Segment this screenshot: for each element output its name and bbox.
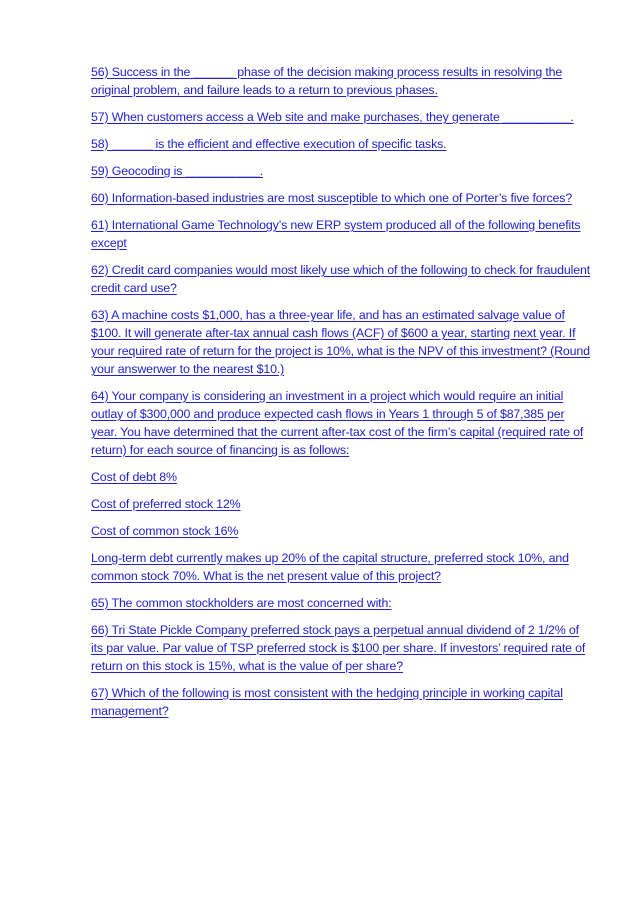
cost-of-common-stock[interactable]: Cost of common stock 16% [91, 524, 239, 538]
question-60[interactable]: 60) Information-based industries are most susceptible to which one of Porter’s five forces? [91, 191, 573, 205]
cost-of-debt[interactable]: Cost of debt 8% [91, 470, 177, 484]
cost-of-preferred-stock[interactable]: Cost of preferred stock 12% [91, 497, 241, 511]
capital-structure-question[interactable]: Long-term debt currently makes up 20% of the capital structure, preferred stock 10%, and common stock 70%. What is the net present value of this project? [91, 551, 569, 583]
question-57[interactable]: 57) When customers access a Web site and make purchases, they generate __________. [91, 110, 574, 124]
question-56[interactable]: 56) Success in the ______ phase of the decision making process results in resolving the original problem, and failure leads to a return to previous phases. [91, 65, 563, 97]
question-63[interactable]: 63) A machine costs $1,000, has a three-year life, and has an estimated salvage value of $100. It will generate after-tax annual cash flows (ACF) of $600 a year, starting next year. If your required rate of return for the project is 10%, what is the NPV of this investment? (Round your answerwer to the nearest $10.) [91, 308, 590, 376]
question-59[interactable]: 59) Geocoding is ___________. [91, 164, 264, 178]
question-64[interactable]: 64) Your company is considering an investment in a project which would require an initial outlay of $300,000 and produce expected cash flows in Years 1 through 5 of $87,385 per year. You have determined that the current after-tax cost of the firm’s capital (required rate of return) for each source of financing is as follows: [91, 389, 584, 457]
document-page [91, 63, 591, 729]
question-62[interactable]: 62) Credit card companies would most likely use which of the following to check for fraudulent credit card use? [91, 263, 590, 295]
question-58[interactable]: 58) ______ is the efficient and effective execution of specific tasks. [91, 137, 447, 151]
question-66[interactable]: 66) Tri State Pickle Company preferred stock pays a perpetual annual dividend of 2 1/2% of its par value. Par value of TSP preferred stock is $100 per share. If investors’ required rate of return on this stock is 15%, what is the value of per share? [91, 623, 586, 673]
question-67[interactable]: 67) Which of the following is most consistent with the hedging principle in working capital management? [91, 686, 563, 718]
question-65[interactable]: 65) The common stockholders are most concerned with: [91, 596, 392, 610]
question-61[interactable]: 61) International Game Technology’s new ERP system produced all of the following benefits except [91, 218, 581, 250]
